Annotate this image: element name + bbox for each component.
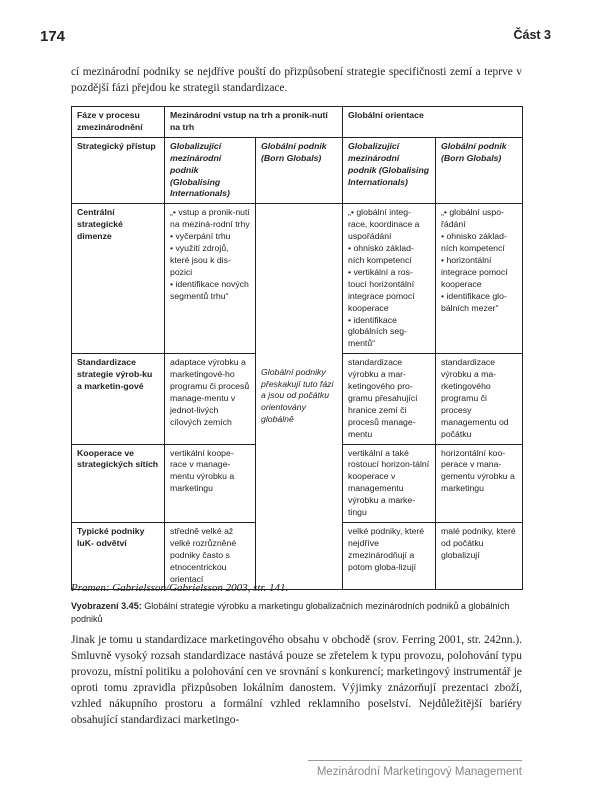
cell-born-global: malé podniky, které od počátku globalizují	[436, 523, 523, 590]
row-label: Kooperace ve strategických sítích	[72, 444, 165, 522]
table-header-row	[72, 107, 523, 138]
born-global-note: Globální podniky přeskakují tuto fázi a jsou od počátku orientovány globálně	[256, 204, 343, 589]
cell-entry: středně velké až velké rozrůzněné podniky často s etnocentrickou orientací	[165, 523, 256, 590]
header-phase: Fáze v procesu zmezinárodnění	[72, 107, 165, 138]
cell-entry: „• vstup a pronik-nutí na meziná-rodní trhy • vyčerpání trhu • využití zdrojů, které jsou k dis-pozici • identifikace nových segmentů trhu“	[165, 204, 256, 354]
header-global: Globální orientace	[343, 107, 523, 138]
cell-entry: adaptace výrobku a marketingové-ho programu či procesů manage-mentu v jednot-livých cílových zemích	[165, 354, 256, 444]
footer-rule	[308, 760, 522, 761]
table-row	[72, 204, 523, 354]
cell-globalising: vertikální a také rostoucí horizon-tální kooperace v managementu výrobku a marke-tingu	[343, 444, 436, 522]
figure-caption	[71, 600, 522, 625]
globalising-internationals-header: Globalizující mezinárodní podnik (Globalising Internationals)	[165, 137, 256, 204]
caption-label: Vyobrazení 3.45:	[71, 601, 142, 611]
born-globals-header: Globální podnik (Born Globals)	[436, 137, 523, 204]
intro-paragraph: cí mezinárodní podniky se nejdříve pouští do přizpůsobení strategie specifičnosti zemí a teprve v pozdější fázi přejdou ke strategii standardizace.	[71, 66, 522, 94]
born-globals-header: Globální podnik (Born Globals)	[256, 137, 343, 204]
body-paragraph: Jinak je tomu u standardizace marketingového obsahu v obchodě (srov. Ferring 2001, str. 242nn.). Smluvně vysoký rozsah standardizace nastává pouze se zřetelem k typu provozu, polohování typu provozu, místní politiku a polohování cen ve srovnání s konkurencí; marketingový instrumentář je oproti tomu zpravidla přizpůsoben lokálním danostem. Výjimky znázorňují prezentaci zboží, vzhled nákupního prostoru a formální vzhled reklamního poselství. Nejdůležitější bariéry obsahující standardizaci marketingo-	[71, 634, 522, 726]
cell-born-global: „• globální uspo-řádání • ohnisko základ-ních kompetencí • horizontální integrace pomocí kooperace • identifikace glo-bálních mezer“	[436, 204, 523, 354]
strategy-table	[71, 106, 523, 590]
cell-born-global: standardizace výrobku a ma-rketingového programu či procesy managementu od počátku	[436, 354, 523, 444]
footer-title: Mezinárodní Marketingový Management	[316, 766, 522, 778]
cell-globalising: „• globální integ-race, koordinace a uspořádání • ohnisko základ-ních kompetencí • vertikální a ros-toucí horizontální integrace pomocí kooperace • identifikace globálních seg-mentů“	[343, 204, 436, 354]
strategic-approach-label: Strategický přístup	[72, 137, 165, 204]
row-label: Standardizace strategie výrob-ku a marketin-gové	[72, 354, 165, 444]
caption-text: Globální strategie výrobku a marketingu globalizačních mezinárodních podniků a globálních podniků	[71, 601, 510, 624]
cell-born-global: horizontální koo-perace v mana-gementu výrobku a marketingu	[436, 444, 523, 522]
globalising-internationals-header: Globalizující mezinárodní podnik (Globalising Internationals)	[343, 137, 436, 204]
row-label: Centrální strategické dimenze	[72, 204, 165, 354]
cell-globalising: standardizace výrobku a mar-ketingového pro-gramu přesahující hranice zemí či procesů manage-mentu	[343, 354, 436, 444]
row-label: Typické podniky luK- odvětví	[72, 523, 165, 590]
part-label: Část 3	[513, 28, 551, 42]
header-entry: Mezinárodní vstup na trh a pronik-nutí na trh	[165, 107, 343, 138]
source-note: Pramen: Gabrielsson/Gabrielsson 2003, str. 141.	[71, 582, 289, 594]
table-subheader-row	[72, 137, 523, 204]
cell-globalising: velké podniky, které nejdříve zmezinárodňují a potom globa-lizují	[343, 523, 436, 590]
cell-entry: vertikální koope-race v manage-mentu výrobku a marketingu	[165, 444, 256, 522]
page-number: 174	[40, 28, 66, 45]
